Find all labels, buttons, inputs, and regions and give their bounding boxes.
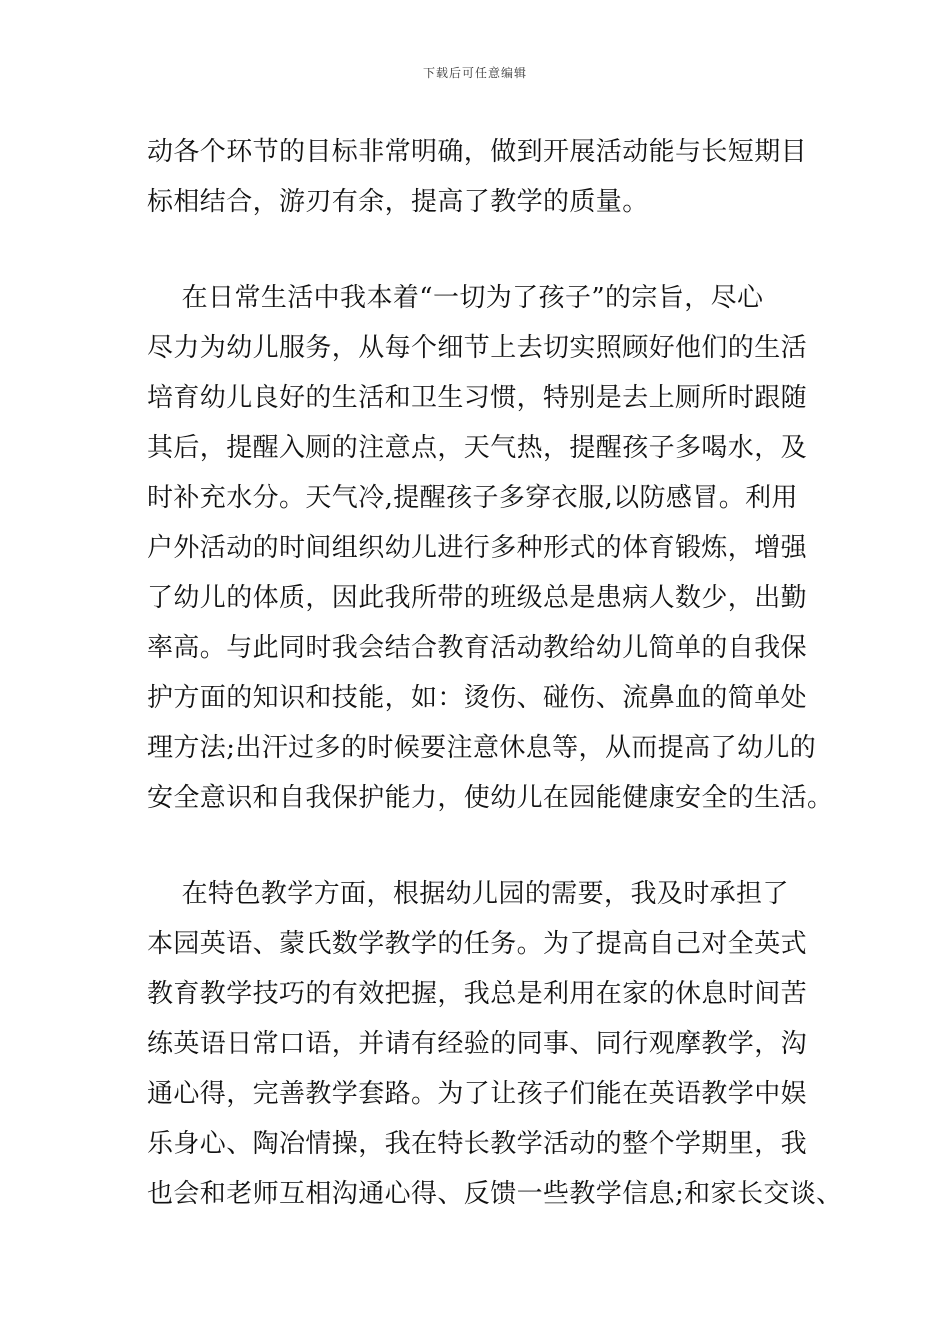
paragraph-1 — [147, 127, 847, 227]
text-line: 尽力为幼儿服务，从每个细节上去切实照顾好他们的生活 — [147, 333, 808, 363]
text-line: 乐身心、陶冶情操，我在特长教学活动的整个学期里，我 — [147, 1129, 808, 1159]
paragraph-2 — [147, 273, 847, 823]
text-line: 教育教学技巧的有效把握，我总是利用在家的休息时间苦 — [147, 979, 808, 1009]
text-line: 其后，提醒入厕的注意点，天气热，提醒孩子多喝水，及 — [147, 433, 808, 463]
text-line: 本园英语、蒙氏数学教学的任务。为了提高自己对全英式 — [147, 929, 808, 959]
text-line: 培育幼儿良好的生活和卫生习惯，特别是去上厕所时跟随 — [147, 383, 808, 413]
text-line: 户外活动的时间组织幼儿进行多种形式的体育锻炼，增强 — [147, 533, 808, 563]
text-line: 动各个环节的目标非常明确，做到开展活动能与长短期目 — [147, 137, 808, 167]
page-header: 下载后可任意编辑 — [422, 66, 527, 80]
text-line: 通心得，完善教学套路。为了让孩子们能在英语教学中娱 — [147, 1079, 808, 1109]
paragraph-3 — [147, 869, 847, 1219]
text-line: 在特色教学方面，根据幼儿园的需要，我及时承担了 — [147, 879, 789, 909]
text-line: 了幼儿的体质，因此我所带的班级总是患病人数少，出勤 — [147, 583, 808, 613]
text-line: 安全意识和自我保护能力，使幼儿在园能健康安全的生活。 — [147, 783, 834, 813]
text-line: 在日常生活中我本着“一切为了孩子”的宗旨，尽心 — [147, 283, 764, 313]
text-line: 也会和老师互相沟通心得、反馈一些教学信息;和家长交谈、 — [147, 1179, 843, 1209]
text-line: 标相结合，游刃有余，提高了教学的质量。 — [147, 187, 649, 217]
paragraph-gap — [147, 823, 847, 869]
text-line: 护方面的知识和技能，如：烫伤、碰伤、流鼻血的简单处 — [147, 683, 808, 713]
text-line: 练英语日常口语，并请有经验的同事、同行观摩教学，沟 — [147, 1029, 808, 1059]
text-line: 率高。与此同时我会结合教育活动教给幼儿简单的自我保 — [147, 633, 808, 663]
document-body — [147, 127, 847, 1219]
paragraph-gap — [147, 227, 847, 273]
text-line: 时补充水分。天气冷,提醒孩子多穿衣服,以防感冒。利用 — [147, 483, 798, 513]
text-line: 理方法;出汗过多的时候要注意休息等，从而提高了幼儿的 — [147, 733, 817, 763]
